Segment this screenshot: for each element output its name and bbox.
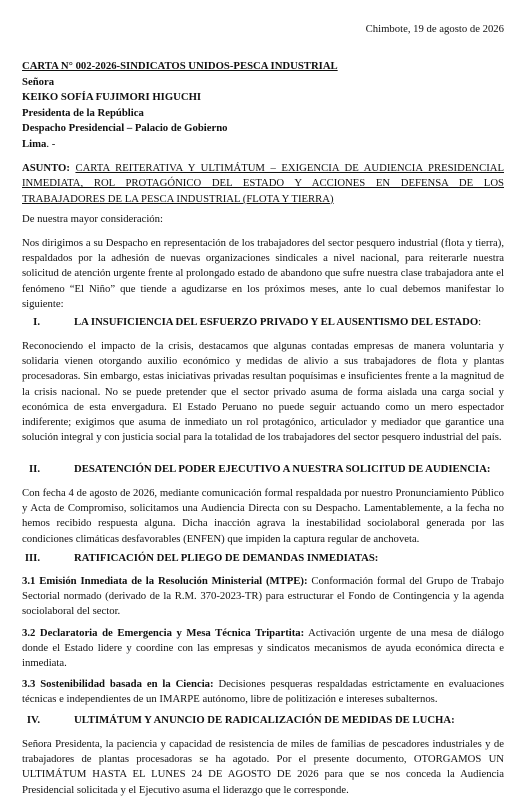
section-heading-4	[22, 713, 504, 728]
demand-text: Decisiones pesqueras respaldadas estrictamente en evaluaciones técnicas e independientes de un IMARPE autónomo, libre de politización e intereses subalternos.	[22, 678, 504, 706]
greeting: De nuestra mayor consideración:	[22, 213, 163, 225]
intro-paragraph: Nos dirigimos a su Despacho en representación de los trabajadores del sector pesquero industrial (flota y tierra), respaldados por la adhesión de nuevas organizaciones sindicales a nivel nacional, para reiterarle nuestra solicitud de atención urgente frente al prolongado estado de abandono que sufre nuestra clase trabajadora ante el fenómeno “El Niño” que tiende a agudizarse en los próximos meses, ante lo cual debemos manifestar lo siguiente:	[22, 237, 504, 310]
recipient-city-line	[22, 137, 504, 153]
recipient-city: Lima	[22, 137, 47, 150]
section-1-body: Reconociendo el impacto de la crisis, destacamos que algunas contadas empresas de manera voluntaria y solidaria vienen otorgando auxilio económico y medidas de alivio a sus trabajadores de flota y plantas procesadoras. Sin embargo, estas iniciativas privadas resultan poquísimas e insuficientes frente a la magnitud de la crisis nacional. No se puede pretender que el sector privado asuma de forma aislada una carga social y económica de esta envergadura. El Estado Peruano no puede seguir actuando como un mero espectador indiferente; exigimos que asuma de inmediato un rol protagónico, articulador y mediador que garantice una solución integral y con justicia social para la totalidad de los trabajadores del sector pesquero industrial del país.	[22, 340, 504, 444]
section-heading-1	[22, 315, 504, 330]
salutation: Señora	[22, 75, 55, 88]
recipient-office: Despacho Presidencial – Palacio de Gobierno	[22, 122, 228, 135]
demand-label: 3.2 Declaratoria de Emergencia y Mesa Técnica Tripartita:	[22, 627, 305, 639]
section-title: LA INSUFICIENCIA DEL ESFUERZO PRIVADO Y EL AUSENTISMO DEL ESTADO	[74, 316, 479, 328]
section-title: RATIFICACIÓN DEL PLIEGO DE DEMANDAS INMEDIATAS:	[74, 552, 379, 564]
demand-text: Activación urgente de una mesa de diálogo donde el Estado lidere y coordine con las empresas y sindicatos mecanismos de ayuda económica directa e inmediata.	[22, 627, 504, 670]
section-title: DESATENCIÓN DEL PODER EJECUTIVO A NUESTRA SOLICITUD DE AUDIENCIA:	[74, 463, 491, 475]
subject-label: ASUNTO:	[22, 162, 70, 174]
letter-reference: CARTA N° 002-2026-SINDICATOS UNIDOS-PESCA INDUSTRIAL	[22, 60, 338, 72]
recipient-name: KEIKO SOFÍA FUJIMORI HIGUCHI	[22, 91, 202, 104]
demand-label: 3.1 Emisión Inmediata de la Resolución Ministerial (MTPE):	[22, 575, 308, 587]
section-title-suffix: :	[478, 316, 482, 328]
section-number: II.	[29, 463, 40, 475]
demand-text: Conformación formal del Grupo de Trabajo Sectorial normado (derivado de la R.M. 370-2023-TR) para estructurar el Fondo de Contingencia y la agenda sociolaboral del sector.	[22, 575, 504, 618]
recipient-title: Presidenta de la República	[22, 106, 144, 119]
demand-label: 3.3 Sostenibilidad basada en la Ciencia:	[22, 678, 214, 690]
address-block	[22, 59, 504, 153]
section-2-body: Con fecha 4 de agosto de 2026, mediante comunicación formal respaldada por nuestro Pronunciamiento Público y Acta de Compromiso, solicitamos una Audiencia Directa con su Despacho. Lamentablemente, a la fecha no hemos recibido respuesta alguna. Dicha inacción agrava la inestabilidad sociolaboral generada por las condiciones climáticas desfavorables (ENFEN) que impiden la captura regular de anchoveta.	[22, 487, 504, 545]
section-heading-2	[22, 462, 504, 477]
subject-text: CARTA REITERATIVA Y ULTIMÁTUM – EXIGENCIA DE AUDIENCIA PRESIDENCIAL INMEDIATA, ROL PROTAGÓNICO DEL ESTADO Y ACCIONES EN DEFENSA DE LOS TRABAJADORES DE LA PESCA INDUSTRIAL (FLOTA Y TIERRA)	[22, 162, 505, 205]
section-4-body: Señora Presidenta, la paciencia y capacidad de resistencia de miles de familias de pescadores industriales y de trabajadores de plantas procesadoras se ha agotado. Por el presente documento, OTORGAMOS UN ULTIMÁTUM HASTA EL LUNES 24 DE AGOSTO DE 2026 para que se nos conceda la Audiencia Presidencial solicitada y el Ejecutivo asuma el liderazgo que le corresponde.	[22, 738, 504, 796]
demand-item-3-1	[22, 574, 504, 620]
date-line: Chimbote, 19 de agosto de 2026	[365, 23, 504, 35]
demand-item-3-2	[22, 626, 504, 672]
section-number: I.	[33, 316, 40, 328]
subject-block	[22, 161, 504, 207]
section-number: III.	[24, 552, 40, 564]
section-number: IV.	[26, 714, 40, 726]
section-title: ULTIMÁTUM Y ANUNCIO DE RADICALIZACIÓN DE MEDIDAS DE LUCHA:	[74, 714, 455, 726]
section-heading-3	[22, 551, 504, 566]
demand-item-3-3	[22, 677, 504, 707]
recipient-city-suffix: . -	[46, 137, 56, 150]
